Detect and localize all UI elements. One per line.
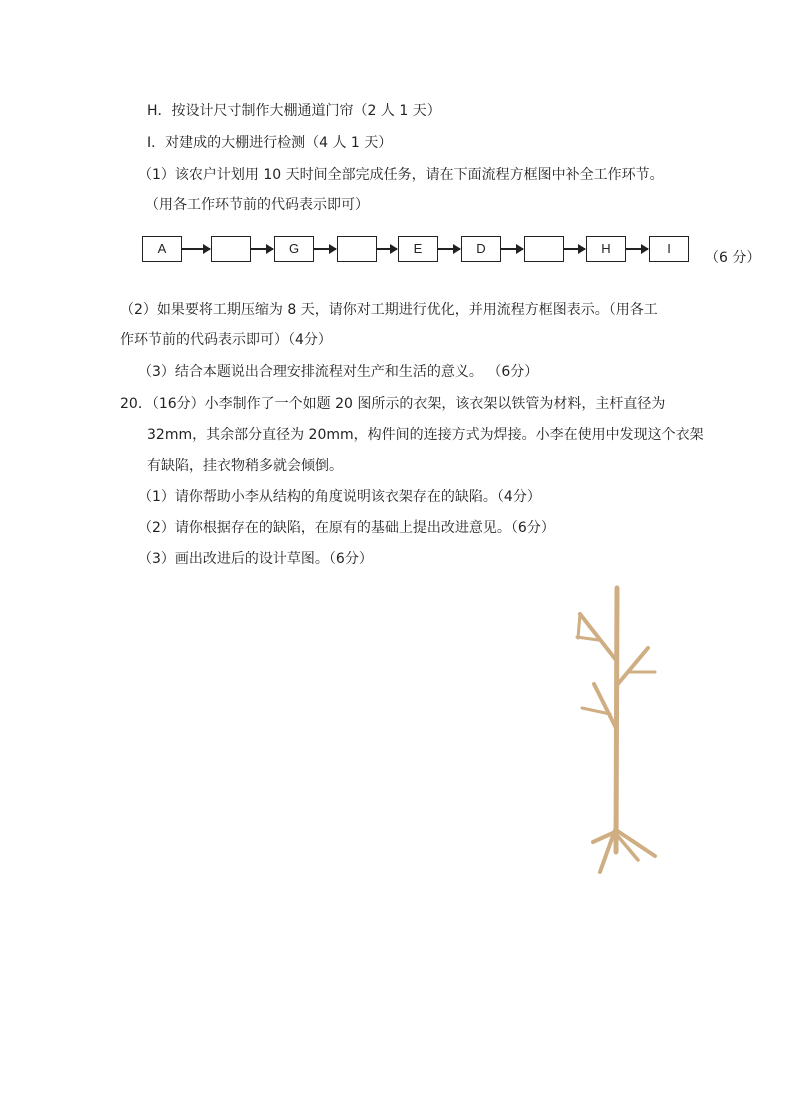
item-h: H．按设计尺寸制作大棚通道门帘（2 人 1 天） — [147, 103, 441, 119]
flow-arrow — [182, 248, 210, 250]
question-2-line-2: 作环节前的代码表示即可）（4分） — [120, 332, 332, 348]
flow-arrow — [626, 248, 648, 250]
flow-box-4 — [337, 236, 377, 262]
flow-box-1: A — [142, 236, 182, 262]
question-3: （3）结合本题说出合理安排流程对生产和生活的意义。 （6分） — [138, 364, 539, 380]
flow-arrow — [251, 248, 273, 250]
flow-arrow — [438, 248, 460, 250]
item-i: I．对建成的大棚进行检测（4 人 1 天） — [147, 135, 393, 151]
flow-chart — [142, 236, 702, 264]
flow-box-3: G — [274, 236, 314, 262]
flow-box-2 — [211, 236, 251, 262]
problem-20-line-3: 有缺陷，挂衣物稍多就会倾倒。 — [147, 458, 343, 474]
flow-arrow — [377, 248, 397, 250]
flow-box-5: E — [398, 236, 438, 262]
flow-box-6: D — [461, 236, 501, 262]
subquestion-2: （2）请你根据存在的缺陷，在原有的基础上提出改进意见。（6分） — [138, 520, 555, 536]
subquestion-1: （1）请你帮助小李从结构的角度说明该衣架存在的缺陷。（4分） — [138, 489, 541, 505]
flow-arrow — [501, 248, 523, 250]
flow-arrow — [314, 248, 336, 250]
flow-box-9: I — [649, 236, 689, 262]
flow-box-7 — [524, 236, 564, 262]
question-2-line-1: （2）如果要将工期压缩为 8 天，请你对工期进行优化，并用流程方框图表示。（用各工 — [120, 302, 658, 318]
flow-arrow — [564, 248, 585, 250]
subquestion-3: （3）画出改进后的设计草图。（6分） — [138, 551, 373, 567]
problem-20-line-2: 32mm，其余部分直径为 20mm，构件间的连接方式为焊接。小李在使用中发现这个衣架 — [147, 427, 704, 443]
question-1-hint: （用各工作环节前的代码表示即可） — [145, 197, 369, 213]
problem-20-line-1: 20．（16分）小李制作了一个如题 20 图所示的衣架，该衣架以铁管为材料，主杆直径为 — [120, 396, 666, 412]
flow-score: （6 分） — [705, 250, 761, 266]
flow-box-8: H — [586, 236, 626, 262]
coat-rack-image — [560, 580, 670, 880]
question-1: （1）该农户计划用 10 天时间全部完成任务，请在下面流程方框图中补全工作环节。 — [138, 167, 664, 183]
